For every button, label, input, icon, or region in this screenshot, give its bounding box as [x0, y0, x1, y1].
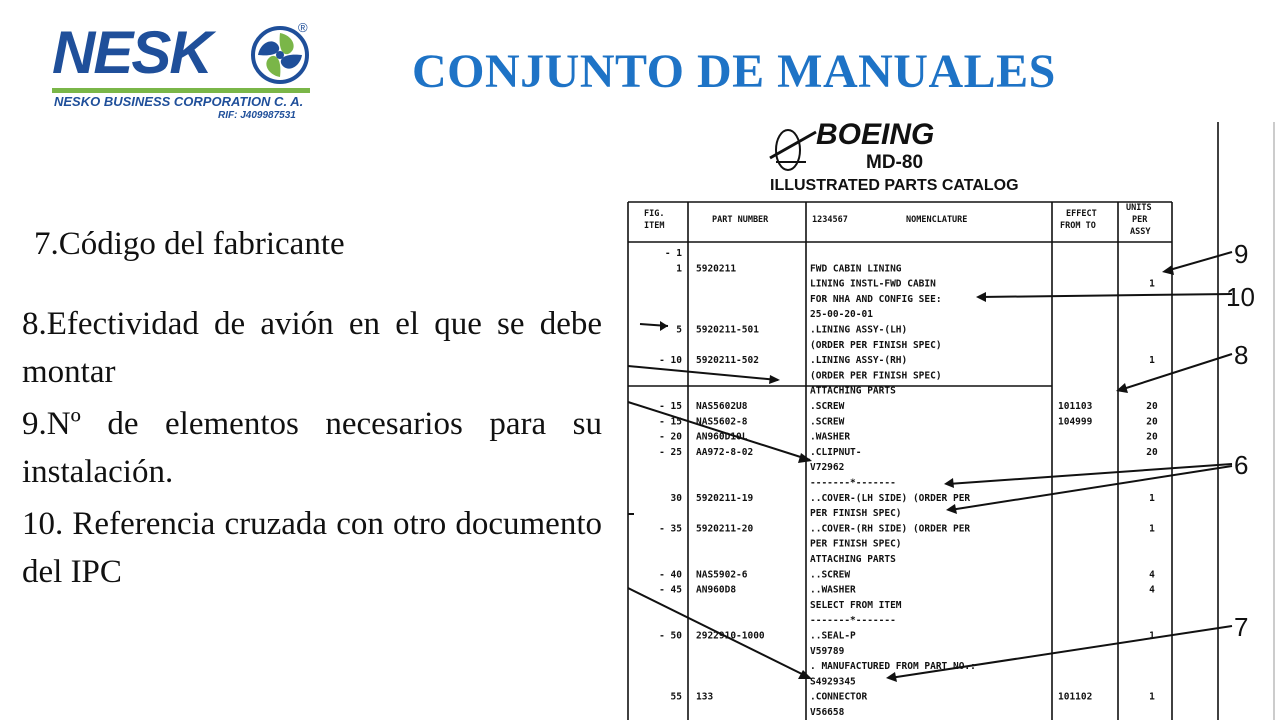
catalog-cell-part: AN960D8 — [696, 584, 737, 596]
catalog-cell-nomenclature: 25-00-20-01 — [810, 309, 873, 321]
catalog-cell-nomenclature: ATTACHING PARTS — [810, 554, 896, 565]
catalog-cell-item: - 35 — [659, 523, 682, 535]
catalog-cell-units: 1 — [1149, 691, 1155, 703]
catalog-cell-nomenclature: SELECT FROM ITEM — [810, 599, 902, 611]
catalog-cell-item: - 1 — [664, 248, 682, 259]
callout-7: 7 — [1234, 612, 1249, 642]
col-nomenclature: NOMENCLATURE — [906, 215, 968, 225]
logo-wordmark: NESK — [52, 19, 211, 86]
catalog-cell-units: 20 — [1146, 416, 1158, 428]
catalog-cell-nomenclature: ATTACHING PARTS — [810, 385, 896, 397]
catalog-cell-item: 30 — [670, 492, 682, 504]
catalog-cell-part: NAS5902-6 — [696, 569, 748, 581]
page-title: CONJUNTO DE MANUALES — [412, 45, 1056, 98]
catalog-cell-item: - 15 — [659, 401, 682, 412]
col-fig: FIG. — [644, 209, 665, 219]
item-units-required: 9.Nº de elementos necesarios para su instalación. — [22, 406, 602, 490]
catalog-cell-part: NAS5602U8 — [696, 401, 748, 412]
boeing-logo-icon — [770, 130, 816, 170]
catalog-rows — [659, 248, 1158, 718]
catalog-cell-nomenclature: .SCREW — [810, 416, 845, 428]
ipc-catalog-image — [620, 118, 1280, 720]
callout-10: 10 — [1226, 282, 1255, 312]
catalog-cell-part: 5920211-20 — [696, 523, 754, 535]
catalog-cell-nomenclature: ..COVER-(RH SIDE) (ORDER PER — [810, 523, 971, 535]
catalog-cell-item: - 10 — [659, 355, 682, 367]
catalog-cell-nomenclature: PER FINISH SPEC) — [810, 538, 902, 550]
catalog-cell-units: 20 — [1146, 446, 1158, 458]
logo-underline — [52, 88, 310, 93]
catalog-cell-units: 4 — [1149, 569, 1155, 581]
catalog-cell-part: 5920211-502 — [696, 355, 759, 367]
catalog-cell-nomenclature: ..WASHER — [810, 584, 856, 596]
catalog-cell-units: 1 — [1149, 355, 1155, 367]
catalog-cell-units: 4 — [1149, 584, 1155, 596]
catalog-cell-units: 20 — [1146, 401, 1158, 412]
catalog-cell-nomenclature: V59789 — [810, 645, 845, 657]
catalog-cell-part: 5920211-19 — [696, 492, 754, 504]
catalog-cell-item: - 15 — [659, 416, 682, 428]
catalog-cell-nomenclature: ..SEAL-P — [810, 630, 856, 642]
col-item: ITEM — [644, 221, 665, 231]
catalog-cell-part: 5920211-501 — [696, 324, 759, 336]
catalog-cell-units: 1 — [1149, 492, 1155, 504]
catalog-cell-effect: 101102 — [1058, 691, 1093, 703]
catalog-cell-item: - 50 — [659, 630, 682, 642]
catalog-cell-item: - 45 — [659, 584, 682, 596]
catalog-cell-part: 2922910-1000 — [696, 630, 765, 642]
callout-8: 8 — [1234, 340, 1249, 370]
catalog-cell-part: 133 — [696, 691, 714, 703]
catalog-cell-nomenclature: .WASHER — [810, 431, 851, 443]
catalog-cell-nomenclature: .CLIPNUT- — [810, 446, 862, 458]
ipc-catalog-svg — [620, 118, 1280, 720]
col-assy: ASSY — [1130, 227, 1151, 237]
catalog-cell-nomenclature: S4929345 — [810, 676, 856, 688]
col-1234567: 1234567 — [812, 215, 848, 225]
col-units: UNITS — [1126, 203, 1152, 213]
catalog-cell-nomenclature: -------*------- — [810, 615, 896, 627]
callout-9: 9 — [1234, 239, 1249, 269]
catalog-cell-nomenclature: (ORDER PER FINISH SPEC) — [810, 370, 942, 382]
company-logo — [52, 19, 322, 124]
catalog-heading: ILLUSTRATED PARTS CATALOG — [770, 177, 1019, 194]
callout-arrows — [886, 252, 1232, 682]
catalog-cell-units: 20 — [1146, 431, 1158, 443]
catalog-cell-part: 5920211 — [696, 263, 737, 275]
catalog-cell-nomenclature: -------*------- — [810, 477, 896, 489]
catalog-cell-nomenclature: FWD CABIN LINING — [810, 263, 902, 275]
catalog-cell-nomenclature: .LINING ASSY-(RH) — [810, 355, 908, 367]
catalog-cell-units: 1 — [1149, 523, 1155, 535]
catalog-cell-effect: 104999 — [1058, 416, 1093, 428]
catalog-cell-nomenclature: . MANUFACTURED FROM PART NO.: — [810, 661, 976, 673]
callout-6: 6 — [1234, 450, 1249, 480]
logo-rif: RIF: J409987531 — [218, 110, 296, 121]
col-effect: EFFECT — [1066, 209, 1097, 219]
item-manufacturer-code: 7.Código del fabricante — [34, 226, 345, 262]
catalog-cell-item: - 40 — [659, 569, 682, 581]
catalog-model: MD-80 — [866, 152, 924, 173]
catalog-cell-nomenclature: PER FINISH SPEC) — [810, 508, 902, 520]
catalog-cell-nomenclature: ..SCREW — [810, 569, 851, 581]
item-cross-reference: 10. Referencia cruzada con otro documento del IPC — [22, 506, 602, 590]
col-part-number: PART NUMBER — [712, 215, 769, 225]
catalog-cell-item: - 25 — [659, 446, 682, 458]
catalog-cell-part: AN960D10L — [696, 431, 748, 443]
catalog-cell-nomenclature: .LINING ASSY-(LH) — [810, 324, 908, 336]
catalog-cell-units: 1 — [1149, 278, 1155, 290]
logo-company-name: NESKO BUSINESS CORPORATION C. A. — [54, 94, 304, 109]
catalog-brand: BOEING — [816, 118, 935, 151]
catalog-cell-item: 1 — [676, 263, 682, 275]
catalog-cell-nomenclature: .CONNECTOR — [810, 691, 868, 703]
catalog-cell-units: 1 — [1149, 630, 1155, 642]
catalog-cell-part: NAS5602-8 — [696, 416, 748, 428]
registered-mark: ® — [298, 20, 308, 35]
catalog-cell-effect: 101103 — [1058, 401, 1093, 412]
catalog-cell-nomenclature: V72962 — [810, 462, 845, 474]
catalog-cell-nomenclature: ..COVER-(LH SIDE) (ORDER PER — [810, 492, 971, 504]
catalog-cell-item: 5 — [676, 324, 682, 336]
col-per: PER — [1132, 215, 1148, 225]
item-effectivity: 8.Efectividad de avión en el que se debe montar — [22, 306, 602, 390]
catalog-cell-nomenclature: FOR NHA AND CONFIG SEE: — [810, 293, 942, 305]
catalog-cell-part: AA972-8-02 — [696, 446, 754, 458]
catalog-cell-nomenclature: V56658 — [810, 707, 845, 718]
items-list — [22, 300, 602, 600]
catalog-cell-item: - 20 — [659, 431, 682, 443]
catalog-cell-nomenclature: (ORDER PER FINISH SPEC) — [810, 339, 942, 351]
catalog-cell-item: 55 — [670, 691, 682, 703]
catalog-cell-nomenclature: .SCREW — [810, 401, 845, 412]
col-from-to: FROM TO — [1060, 221, 1096, 231]
catalog-cell-nomenclature: LINING INSTL-FWD CABIN — [810, 278, 936, 290]
